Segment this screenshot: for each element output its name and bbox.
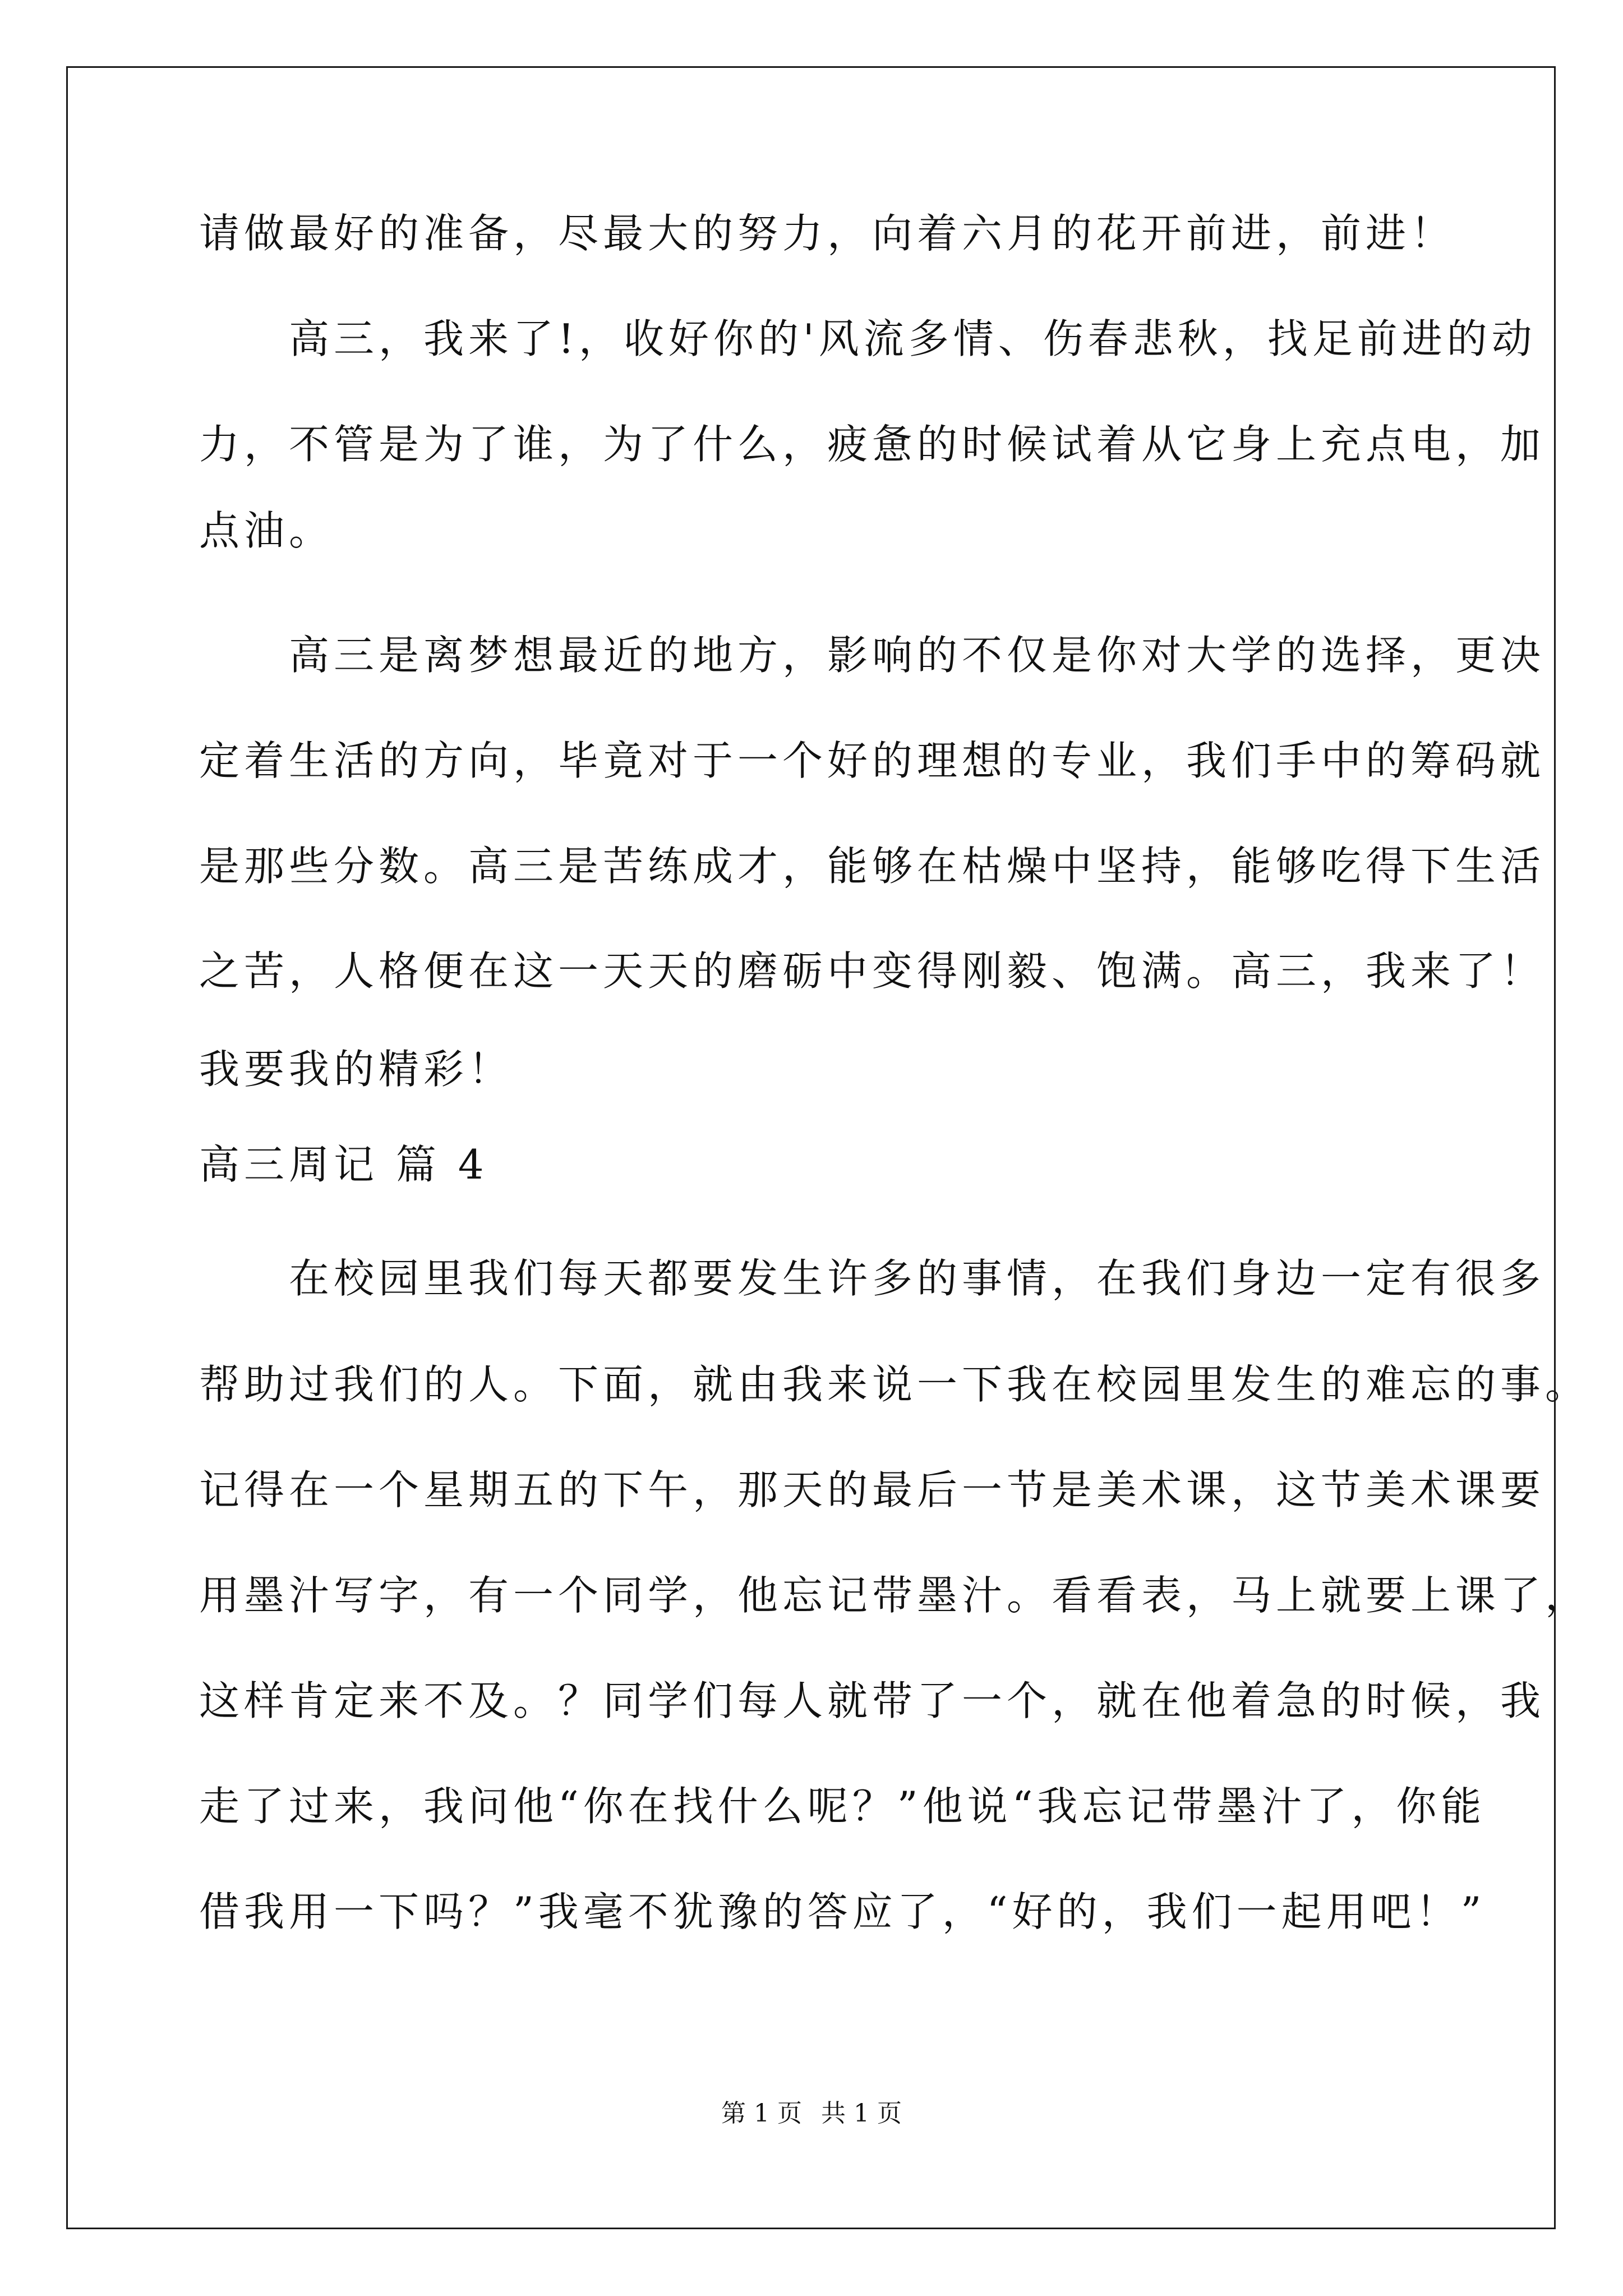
text-line: 是那些分数。高三是苦练成才，能够在枯燥中坚持，能够吃得下生活 [199, 843, 1546, 890]
text-line: 定着生活的方向，毕竟对于一个好的理想的专业，我们手中的筹码就 [199, 737, 1546, 784]
text-line: 用墨汁写字，有一个同学，他忘记带墨汁。看看表，马上就要上课了， [199, 1572, 1590, 1619]
text-line: 高三是离梦想最近的地方，影响的不仅是你对大学的选择，更决 [199, 632, 1546, 679]
page-total: 共 1 页 [821, 2099, 902, 2128]
text-line: 记得在一个星期五的下午，那天的最后一节是美术课，这节美术课要 [199, 1466, 1546, 1513]
text-line: 在校园里我们每天都要发生许多的事情，在我们身边一定有很多 [199, 1255, 1546, 1302]
page-footer [0, 2097, 1623, 2131]
text-line: 之苦，人格便在这一天天的磨砺中变得刚毅、饱满。高三，我来了！ [199, 947, 1546, 995]
text-line: 高三，我来了!，收好你的'风流多情、伤春悲秋，找足前进的动 [199, 315, 1537, 362]
text-line: 我要我的精彩！ [199, 1046, 514, 1093]
text-line: 力，不管是为了谁，为了什么，疲惫的时候试着从它身上充点电，加 [199, 421, 1546, 468]
text-line: 借我用一下吗？”我毫不犹豫的答应了，“好的，我们一起用吧！” [199, 1888, 1486, 1935]
text-line: 点油。 [199, 507, 334, 554]
text-line: 请做最好的准备，尽最大的努力，向着六月的花开前进，前进！ [199, 210, 1456, 257]
text-line: 帮助过我们的人。下面，就由我来说一下我在校园里发生的难忘的事。 [199, 1361, 1590, 1408]
text-line: 这样肯定来不及。？同学们每人就带了一个，就在他着急的时候，我 [199, 1677, 1546, 1724]
section-heading: 高三周记 篇 4 [199, 1141, 488, 1188]
page-number: 第 1 页 [721, 2099, 802, 2128]
text-line: 走了过来，我问他“你在找什么呢？”他说“我忘记带墨汁了，你能 [199, 1783, 1486, 1830]
